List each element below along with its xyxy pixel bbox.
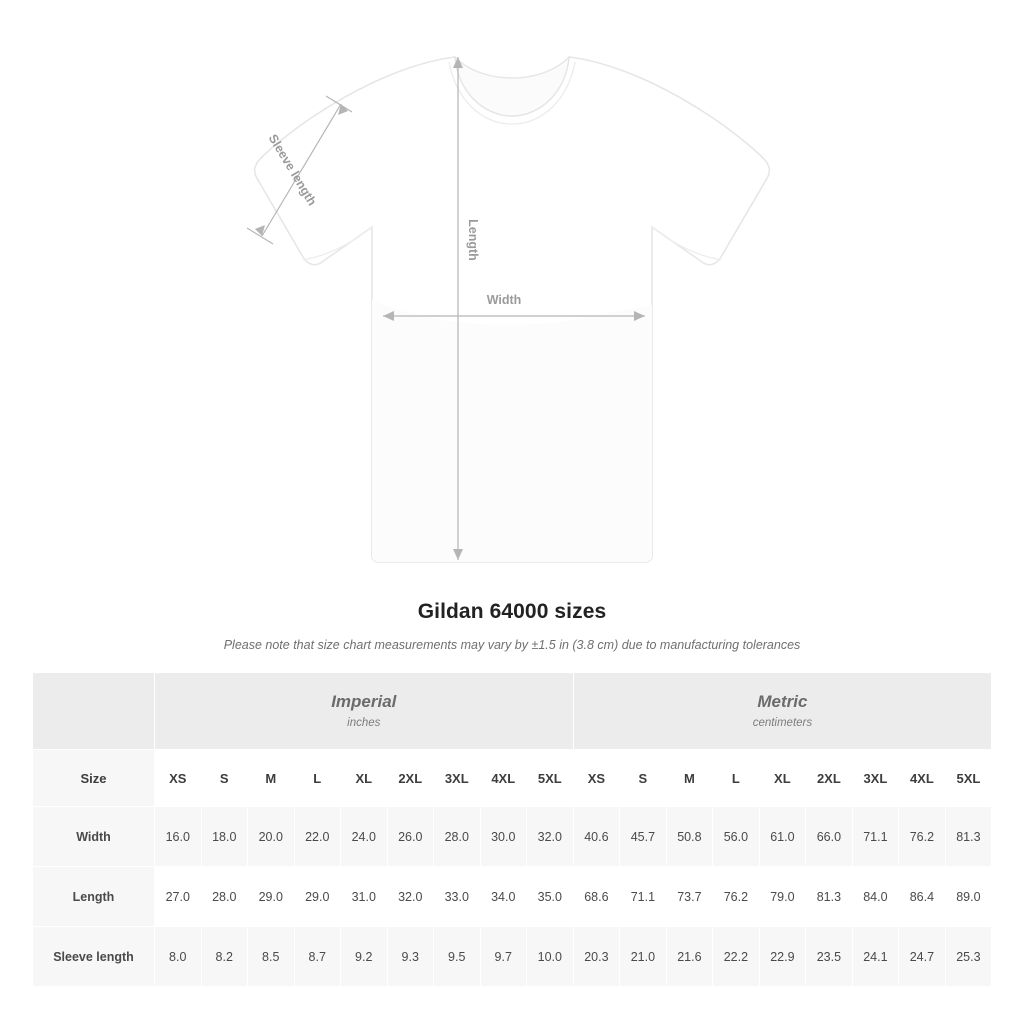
cell-value: 35.0 [527,867,574,927]
size-cell: XL [759,750,806,807]
table-corner-cell [33,673,155,750]
cell-value: 50.8 [666,807,713,867]
cell-value: 21.6 [666,927,713,987]
cell-value: 9.2 [341,927,388,987]
size-cell: M [248,750,295,807]
cell-value: 25.3 [945,927,992,987]
length-label: Length [466,219,480,261]
size-cell: 3XL [852,750,899,807]
cell-value: 56.0 [713,807,760,867]
cell-value: 73.7 [666,867,713,927]
size-cell: 2XL [387,750,434,807]
group-unit-imperial: inches [347,716,381,729]
cell-value: 24.1 [852,927,899,987]
size-cell: XS [573,750,620,807]
cell-value: 29.0 [294,867,341,927]
table-row [33,867,992,927]
size-cell: 3XL [434,750,481,807]
cell-value: 22.0 [294,807,341,867]
size-cell: XS [155,750,202,807]
cell-value: 24.7 [899,927,946,987]
cell-value: 76.2 [899,807,946,867]
size-table-container [32,672,992,987]
cell-value: 9.5 [434,927,481,987]
cell-value: 81.3 [806,867,853,927]
size-cell: S [620,750,667,807]
size-cell: 4XL [480,750,527,807]
size-cell: XL [341,750,388,807]
row-label-sleeve-length: Sleeve length [33,927,155,987]
group-name-imperial: Imperial [331,692,397,712]
cell-value: 16.0 [155,807,202,867]
group-name-metric: Metric [757,692,808,712]
row-label-width: Width [33,807,155,867]
cell-value: 31.0 [341,867,388,927]
size-cell: S [201,750,248,807]
cell-value: 23.5 [806,927,853,987]
cell-value: 45.7 [620,807,667,867]
cell-value: 28.0 [201,867,248,927]
cell-value: 26.0 [387,807,434,867]
cell-value: 24.0 [341,807,388,867]
size-cell: L [294,750,341,807]
cell-value: 9.7 [480,927,527,987]
cell-value: 8.2 [201,927,248,987]
cell-value: 84.0 [852,867,899,927]
measurement-note: Please note that size chart measurements may vary by ±1.5 in (3.8 cm) due to manufacturing tolerances [223,638,801,652]
cell-value: 34.0 [480,867,527,927]
group-header-imperial [155,673,574,750]
size-header-row [33,750,992,807]
cell-value: 8.0 [155,927,202,987]
cell-value: 76.2 [713,867,760,927]
group-unit-metric: centimeters [752,716,813,729]
cell-value: 66.0 [806,807,853,867]
group-header-metric [573,673,992,750]
cell-value: 68.6 [573,867,620,927]
cell-value: 71.1 [852,807,899,867]
size-label-cell: Size [33,750,155,807]
cell-value: 22.2 [713,927,760,987]
cell-value: 27.0 [155,867,202,927]
cell-value: 71.1 [620,867,667,927]
cell-value: 30.0 [480,807,527,867]
size-cell: 5XL [945,750,992,807]
cell-value: 79.0 [759,867,806,927]
cell-value: 8.7 [294,927,341,987]
cell-value: 20.3 [573,927,620,987]
cell-value: 89.0 [945,867,992,927]
page-title: Gildan 64000 sizes [417,600,607,623]
cell-value: 40.6 [573,807,620,867]
cell-value: 22.9 [759,927,806,987]
cell-value: 61.0 [759,807,806,867]
cell-value: 33.0 [434,867,481,927]
cell-value: 21.0 [620,927,667,987]
cell-value: 86.4 [899,867,946,927]
cell-value: 10.0 [527,927,574,987]
cell-value: 32.0 [387,867,434,927]
size-cell: M [666,750,713,807]
width-label: Width [486,293,522,307]
size-cell: 2XL [806,750,853,807]
size-cell: L [713,750,760,807]
sleeve-length-label: Sleeve length [265,131,320,209]
cell-value: 20.0 [248,807,295,867]
cell-value: 29.0 [248,867,295,927]
tshirt-shading [372,300,652,562]
cell-value: 32.0 [527,807,574,867]
size-cell: 5XL [527,750,574,807]
cell-value: 81.3 [945,807,992,867]
unit-group-row [33,673,992,750]
cell-value: 9.3 [387,927,434,987]
size-cell: 4XL [899,750,946,807]
cell-value: 18.0 [201,807,248,867]
title-block [0,600,1024,652]
size-table [32,672,992,987]
cell-value: 8.5 [248,927,295,987]
row-label-length: Length [33,867,155,927]
table-row [33,807,992,867]
table-row [33,927,992,987]
cell-value: 28.0 [434,807,481,867]
